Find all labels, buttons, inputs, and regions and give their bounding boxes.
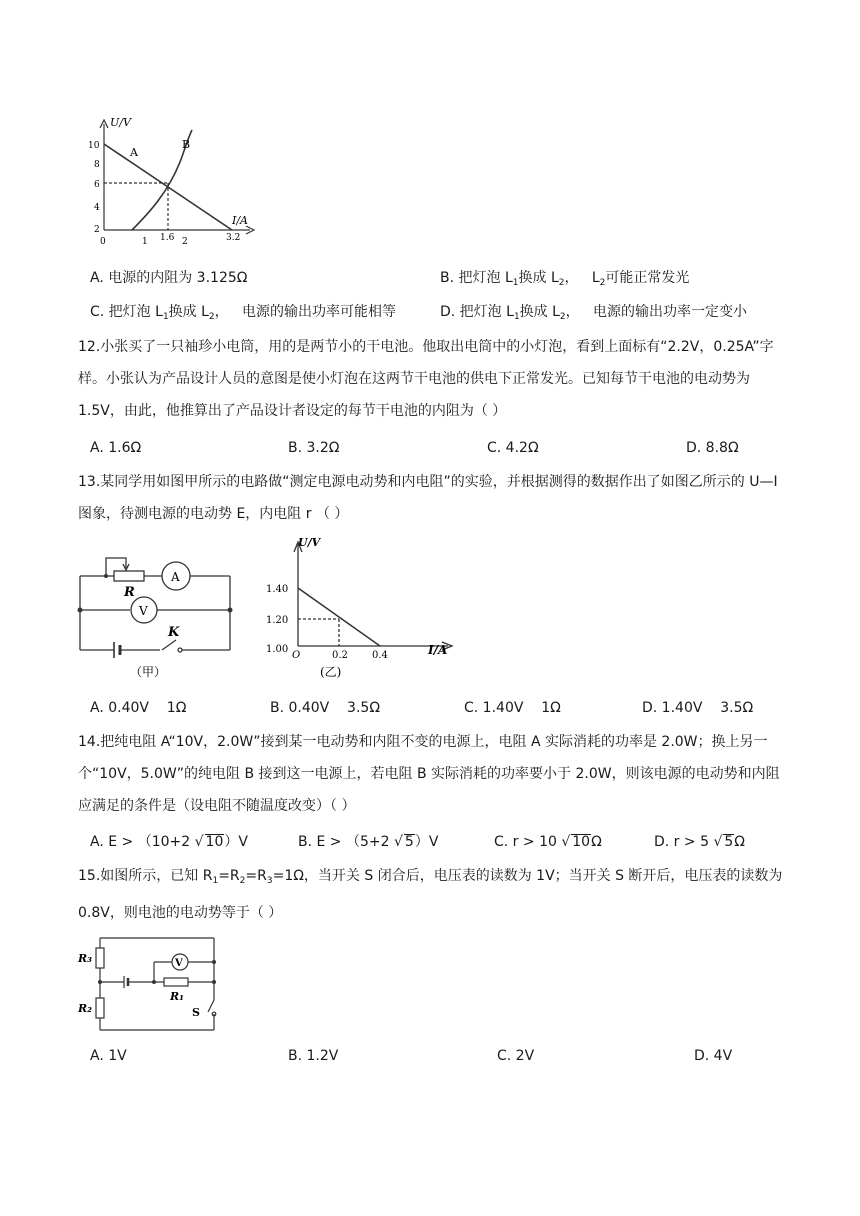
q12-option-b[interactable]: B. 3.2Ω (288, 440, 340, 456)
q15-circuit (76, 932, 226, 1036)
q13-option-c[interactable]: C. 1.40V 1Ω (464, 700, 561, 716)
q15-sub: 1 (212, 876, 219, 886)
sqrt-icon: √ (194, 834, 204, 850)
q11-option-a[interactable]: A. 电源的内阻为 3.125Ω (90, 270, 248, 286)
circuit-rheostat-label: R (124, 585, 135, 600)
q15-stem-text: 15.如图所示，已知 R (78, 868, 213, 884)
q13-circuit-jia (76, 546, 238, 682)
graph-y-tick: 1.00 (266, 644, 289, 655)
q15-sub: 3 (266, 876, 273, 886)
q11-option-b-sub: 1 (512, 278, 519, 288)
q15-option-a[interactable]: A. 1V (90, 1048, 127, 1064)
fig11-y-tick: 4 (94, 203, 100, 213)
circuit-ammeter-label: A (171, 570, 180, 584)
q11-option-b-sub: 2 (599, 278, 606, 288)
sqrt-icon: √ (713, 834, 723, 850)
graph-y-tick: 1.20 (266, 615, 289, 626)
q14-option-c-text: Ω (591, 834, 602, 850)
q14-option-d-text: Ω (734, 834, 745, 850)
fig11-y-tick: 10 (88, 141, 100, 151)
graph-x-tick: 0.2 (332, 650, 348, 661)
q15-stem-text: =R (218, 868, 240, 884)
fig11-y-tick: 6 (94, 180, 100, 190)
q11-ui-graph (82, 112, 262, 250)
q12-option-c[interactable]: C. 4.2Ω (487, 440, 539, 456)
q14-option-a-text: ）V (224, 834, 248, 850)
q11-option-d-sub: 2 (559, 312, 566, 322)
q11-option-b-text: 可能正常发光 (605, 270, 690, 286)
circuit-switch-label: K (168, 625, 180, 640)
q11-option-b-text: 换成 L (518, 270, 559, 286)
fig11-x-tick: 3.2 (226, 233, 241, 243)
q14-option-c-radicand: 10 (572, 834, 591, 850)
circuit-voltmeter-label: V (139, 604, 148, 618)
q14-option-a-radicand: 10 (205, 834, 224, 850)
q14-option-d[interactable] (654, 832, 745, 852)
q13-option-b[interactable]: B. 0.40V 3.5Ω (270, 700, 381, 716)
fig15-switch-label: S (192, 1006, 200, 1019)
q13-option-d[interactable]: D. 1.40V 3.5Ω (642, 700, 754, 716)
q11-option-d[interactable] (440, 302, 747, 327)
q11-option-c-text: ， 电源的输出功率可能相等 (214, 304, 397, 320)
sqrt-icon: √ (561, 834, 571, 850)
q11-option-d-text: 换成 L (519, 304, 560, 320)
q14-option-b-text: B. E > （5+2 (298, 834, 394, 850)
q11-option-b-text: B. 把灯泡 L (440, 270, 513, 286)
q14-option-a-text: A. E > （10+2 (90, 834, 195, 850)
graph-x-axis-label: I/A (428, 643, 448, 657)
q11-option-d-text: D. 把灯泡 L (440, 304, 514, 320)
q11-option-d-text: ， 电源的输出功率一定变小 (565, 304, 748, 320)
fig15-r2-label: R₂ (78, 1002, 92, 1015)
q14-stem: 14.把纯电阻 A“10V，2.0W”接到某一电动势和内阻不变的电源上，电阻 A 实际消耗的功率是 2.0W；换上另一个“10V，5.0W”的纯电阻 B 接到这一电源上，若电阻 B 实际消耗的功率要小于 2.0W，则该电源的电动势和内阻应满足的条件是（设电阻不随温度改变）（ ） (78, 734, 780, 814)
fig11-y-tick: 2 (94, 225, 100, 235)
q11-option-b-text: ， L (564, 270, 600, 286)
q11-option-c-text: 换成 L (168, 304, 209, 320)
q11-option-b[interactable] (440, 268, 689, 293)
q15-stem-text: =1Ω，当开关 S 闭合后，电压表的读数为 1V；当开关 S 断开后，电压表的读数为 0.8V，则电池的电动势等于（ ） (78, 868, 783, 921)
q14-option-c[interactable] (494, 832, 602, 852)
fig11-x-tick: 2 (182, 237, 188, 247)
q14-option-d-text: D. r > 5 (654, 834, 714, 850)
fig11-x-tick: 0 (100, 237, 106, 247)
graph-x-tick: O (292, 650, 301, 661)
sqrt-icon: √ (393, 834, 403, 850)
q15-stem-text: =R (245, 868, 267, 884)
q15-option-c[interactable]: C. 2V (497, 1048, 535, 1064)
q13-stem: 13.某同学用如图甲所示的电路做“测定电源电动势和内电阻”的实验，并根据测得的数据作出了如图乙所示的 U—I 图象，待测电源的电动势 E，内电阻 r （ ） (78, 474, 778, 522)
fig11-x-axis-label: I/A (232, 214, 248, 227)
q11-option-b-sub: 2 (558, 278, 565, 288)
graph-x-tick: 0.4 (372, 650, 388, 661)
q12-option-a[interactable]: A. 1.6Ω (90, 440, 142, 456)
circuit-caption-jia: （甲） (130, 665, 167, 679)
q11-option-c[interactable] (90, 302, 396, 327)
fig11-line-b-label: B (182, 138, 191, 151)
fig11-y-tick: 8 (94, 160, 100, 170)
q11-option-c-sub: 1 (162, 312, 169, 322)
fig11-x-tick: 1 (142, 237, 148, 247)
q11-option-c-text: C. 把灯泡 L (90, 304, 163, 320)
q12-stem: 12.小张买了一只袖珍小电筒，用的是两节小的干电池。他取出电筒中的小灯泡，看到上面标有“2.2V，0.25A”字样。小张认为产品设计人员的意图是使小灯泡在这两节干电池的供电下正常发光。已知每节干电池的电动势为 1.5V，由此，他推算出了产品设计者设定的每节干电池的内阻为（ ） (78, 339, 774, 419)
q13-option-a[interactable]: A. 0.40V 1Ω (90, 700, 187, 716)
fig15-r1-label: R₁ (170, 990, 184, 1003)
q15-sub: 2 (239, 876, 246, 886)
q14-option-d-radicand: 5 (724, 834, 734, 850)
q14-option-a[interactable] (90, 832, 248, 852)
q15-option-d[interactable]: D. 4V (694, 1048, 733, 1064)
fig11-y-axis-label: U/V (110, 116, 131, 129)
q15-option-b[interactable]: B. 1.2V (288, 1048, 339, 1064)
fig11-line-a-label: A (130, 146, 138, 159)
q14-option-c-text: C. r > 10 (494, 834, 562, 850)
q14-option-b-text: ）V (414, 834, 439, 850)
fig15-r3-label: R₃ (78, 952, 92, 965)
q15-stem (78, 860, 790, 929)
q14-option-b-radicand: 5 (404, 834, 414, 850)
q11-option-d-sub: 1 (513, 312, 520, 322)
q12-option-d[interactable]: D. 8.8Ω (686, 440, 739, 456)
graph-caption-yi: (乙) (320, 665, 342, 679)
q14-option-b[interactable] (298, 832, 438, 852)
graph-y-tick: 1.40 (266, 584, 289, 595)
graph-y-axis-label: U/V (298, 536, 321, 549)
q11-option-c-sub: 2 (208, 312, 215, 322)
fig11-x-tick: 1.6 (160, 233, 175, 243)
fig15-voltmeter-label: V (175, 958, 183, 969)
q13-ui-graph-yi (262, 534, 462, 684)
